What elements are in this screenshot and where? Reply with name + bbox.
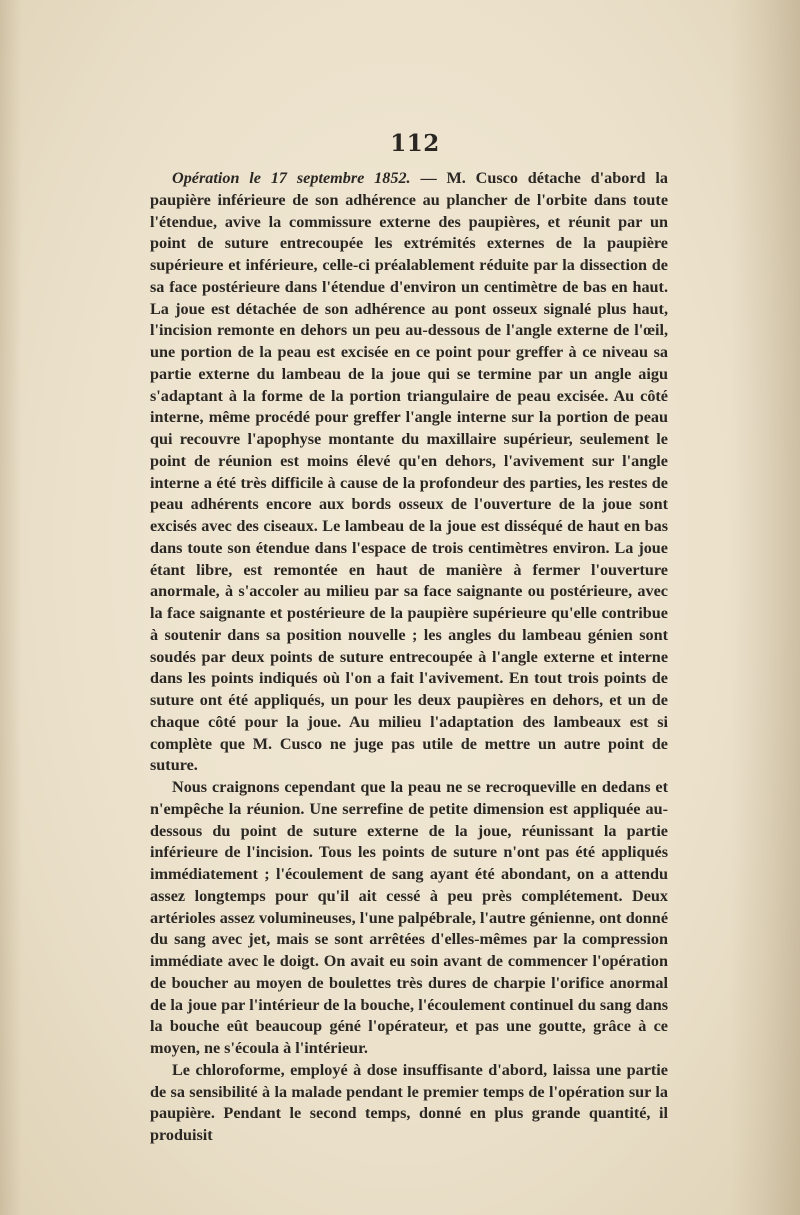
paragraph-text: — M. Cusco détache d'abord la paupière inférieure de son adhérence au plancher de l'orbite dans toute l'étendue, avive la commissure externe des paupières, et réunit par un point de suture entrecoupée les extrémités externes de la paupière supérieure et inférieure, celle-ci préalablement réduite par la dissection de sa face postérieure dans l'étendue d'environ un centimètre de bas en haut. La joue est détachée de son adhérence au pont osseux signalé plus haut, l'incision remonte en dehors un peu au-dessous de l'angle externe de l'œil, une portion de la peau est excisée en ce point pour greffer à ce niveau sa partie externe du lambeau de la joue qui se termine par un angle aigu s'adaptant à la forme de la portion triangulaire de peau excisée. Au côté interne, même procédé pour greffer l'angle interne sur la portion de peau qui recouvre l'apophyse montante du maxillaire supérieur, seulement le point de réunion est moins élevé qu'en dehors, l'avivement sur l'angle interne a été très difficile à cause de la profondeur des parties, les restes de peau adhérents encore aux bords osseux de l'ouverture de la joue sont excisés avec des ciseaux. Le lambeau de la joue est disséqué de haut en bas dans toute son étendue dans l'espace de trois centimètres environ. La joue étant libre, est remontée en haut de manière à fermer l'ouverture anormale, à s'accoler au milieu par sa face saignante ou postérieure, avec la face saignante et postérieure de la paupière supérieure qu'elle contribue à soutenir dans sa position nouvelle ; les angles du lambeau génien sont soudés par deux points de suture entrecoupée à l'angle externe et interne dans les points indiqués où l'on a fait l'avivement. En tout trois points de suture ont été appliqués, un pour les deux paupières en dehors, et un de chaque côté pour la joue. Au milieu l'adaptation des lambeaux est si complète que M. Cusco ne juge pas utile de mettre un autre point de suture. (150, 169, 668, 775)
body-text (150, 168, 668, 1147)
paragraph-reunion (150, 777, 668, 1060)
page-left-edge-shading (0, 0, 22, 1215)
page-number: 112 (390, 130, 440, 157)
paragraph-chloroform (150, 1060, 668, 1147)
paragraph-text: Nous craignons cependant que la peau ne se recroqueville en dedans et n'empêche la réunion. Une serrefine de petite dimension est appliquée au-dessous du point de suture externe de la joue, réunissant la partie inférieure de l'incision. Tous les points de suture n'ont pas été appliqués immédiatement ; l'écoulement de sang ayant été abondant, on a attendu assez longtemps pour qu'il ait cessé à peu près complétement. Deux artérioles assez volumineuses, l'une palpébrale, l'autre génienne, ont donné du sang avec jet, mais se sont arrêtées d'elles-mêmes par la compression immédiate avec le doigt. On avait eu soin avant de commencer l'opération de boucher au moyen de boulettes très dures de charpie l'orifice anormal de la joue par l'intérieur de la bouche, l'écoulement continuel du sang dans la bouche eût beaucoup géné l'opérateur, et pas une goutte, grâce à ce moyen, ne s'écoula à l'intérieur. (150, 778, 668, 1057)
paragraph-operation (150, 168, 668, 777)
paragraph-lead-italic: Opération le 17 septembre 1852. (172, 169, 411, 187)
page-binding-shadow (730, 0, 800, 1215)
paragraph-text: Le chloroforme, employé à dose insuffisante d'abord, laissa une partie de sa sensibilité à la malade pendant le premier temps de l'opération sur la paupière. Pendant le second temps, donné en plus grande quantité, il produisit (150, 1060, 668, 1144)
